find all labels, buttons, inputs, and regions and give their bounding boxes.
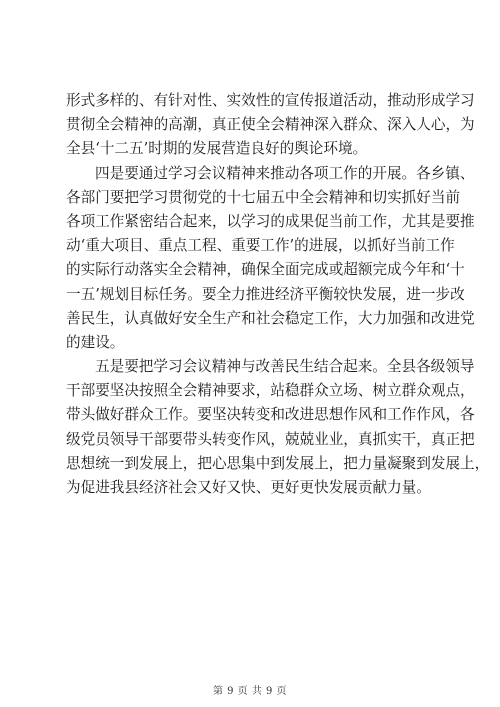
text-line: 各部门要把学习贯彻党的十七届五中全会精神和切实抓好当前: [66, 188, 461, 206]
paragraph: [66, 89, 475, 162]
text-line: 一五’规划目标任务。要全力推进经济平衡较快发展，进一步改: [66, 285, 465, 303]
text-line: 的实际行动落实全会精神，确保全面完成或超额完成今年和‘十: [66, 261, 465, 279]
text-line: 贯彻全会精神的高潮，真正使全会精神深入群众、深入人心，为: [66, 116, 475, 134]
text-line: 带头做好群众工作。要坚决转变和改进思想作风和工作作风，各: [66, 406, 475, 424]
text-line: 善民生，认真做好安全生产和社会稳定工作，大力加强和改进党: [66, 309, 475, 327]
text-line: 的建设。: [66, 333, 125, 351]
text-line: 动‘重大项目、重点工程、重要工作’的进展，以抓好当前工作: [66, 237, 455, 255]
paragraph: [66, 162, 475, 356]
text-line: 为促进我县经济社会又好又快、更好更快发展贡献力量。: [66, 479, 431, 496]
text-line: 全县‘十二五’时期的发展营造良好的舆论环境。: [66, 140, 368, 158]
paragraph: [66, 355, 490, 500]
text-line: 五是要把学习会议精神与改善民生结合起来。全县各级领导: [95, 358, 475, 376]
text-line: 思想统一到发展上，把心思集中到发展上，把力量凝聚到发展上，: [66, 454, 490, 472]
text-line: 各项工作紧密结合起来，以学习的成果促当前工作，尤其是要推: [66, 212, 475, 230]
text-line: 干部要坚决按照全会精神要求，站稳群众立场、树立群众观点，: [66, 382, 475, 400]
text-line: 四是要通过学习会议精神来推动各项工作的开展。各乡镇、: [95, 164, 475, 182]
document-body: [66, 89, 490, 500]
page-number: 第 9 页 共 9 页: [212, 686, 288, 697]
text-line: 级党员领导干部要带头转变作风，兢兢业业，真抓实干，真正把: [66, 430, 475, 448]
text-line: 形式多样的、有针对性、实效性的宣传报道活动，推动形成学习: [66, 92, 475, 109]
